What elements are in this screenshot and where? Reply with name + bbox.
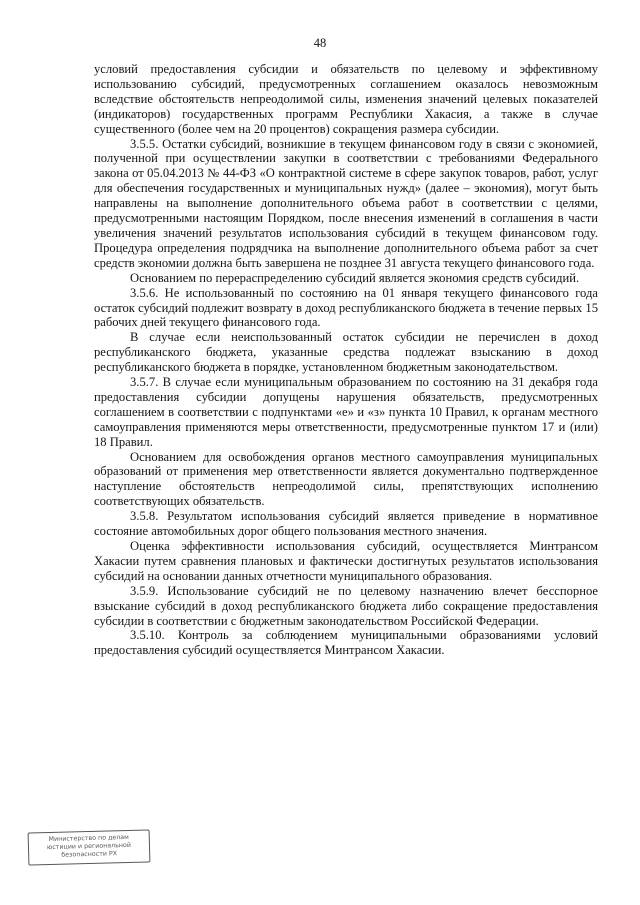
- page-number: 48: [313, 36, 327, 50]
- document-body: [94, 62, 598, 658]
- paragraph-3-5-8: 3.5.8. Результатом использования субсидий является приведение в нормативное состояние автомобильных дорог общего пользования местного значения.: [94, 509, 598, 539]
- stamp-line-3: безопасности РХ: [61, 850, 118, 860]
- registration-stamp: [28, 829, 151, 865]
- paragraph-recovery: В случае если неиспользованный остаток субсидии не перечислен в доход республиканского бюджета, указанные средства подлежат взысканию в доход республиканского бюджета в порядке, установленном бюджетным законодательством.: [94, 330, 598, 375]
- stamp-line-2: юстиции и региональной: [46, 842, 132, 852]
- paragraph-exemption-basis: Основанием для освобождения органов местного самоуправления муниципальных образований от применения мер ответственности является документально подтвержденное наступление обстоятельств непреодолимой силы, препятствующих исполнению соответствующих обязательств.: [94, 449, 598, 509]
- paragraph-3-5-5: 3.5.5. Остатки субсидий, возникшие в текущем финансовом году в связи с экономией, полученной при осуществлении закупки в соответствии с требованиями Федерального закона от 05.04.2013 № 44-ФЗ «О контрактной системе в сфере закупок товаров, работ, услуг для обеспечения государственных и муниципальных нужд» (далее – экономия), могут быть направлены на выполнение дополнительного объема работ в соответствии с целями, предусмотренными настоящим Порядком, после внесения изменений в соглашения в части увеличения значений результатов использования субсидий в текущем финансовом году. Процедура определения подрядчика на выполнение дополнительного объема работ за счет средств экономии должна быть завершена не позднее 31 августа текущего финансового года.: [94, 136, 598, 270]
- paragraph-efficiency-assessment: Оценка эффективности использования субсидий, осуществляется Минтрансом Хакасии путем сравнения плановых и фактически достигнутых результатов использования субсидий на основании данных отчетности муниципального образования.: [94, 539, 598, 583]
- paragraph-3-5-7: 3.5.7. В случае если муниципальным образованием по состоянию на 31 декабря года предоставления субсидии допущены нарушения обязательств, предусмотренных соглашением в соответствии с подпунктами «е» и «з» пункта 10 Правил, к органам местного самоуправления применяются меры ответственности, предусмотренные пунктом 17 и (или) 18 Правил.: [94, 375, 598, 449]
- paragraph-continuation: условий предоставления субсидии и обязательств по целевому и эффективному использованию субсидий, предусмотренных соглашением оказалось невозможным вследствие обстоятельств непреодолимой силы, изменения значений целевых показателей (индикаторов) государственных программ Республики Хакасия, а также в случае существенного (более чем на 20 процентов) сокращения размера субсидии.: [94, 62, 598, 136]
- paragraph-redistribution-basis: Основанием по перераспределению субсидий является экономия средств субсидий.: [130, 270, 580, 285]
- paragraph-3-5-9: 3.5.9. Использование субсидий не по целевому назначению влечет бесспорное взыскание субсидий в доход республиканского бюджета либо сокращение предоставления субсидии в соответствии с бюджетным законодательством Российской Федерации.: [94, 583, 598, 628]
- stamp-line-1: Министерство по делам: [48, 833, 129, 844]
- paragraph-3-5-10: 3.5.10. Контроль за соблюдением муниципальными образованиями условий предоставления субсидий осуществляется Минтрансом Хакасии.: [94, 628, 598, 658]
- paragraph-3-5-6: 3.5.6. Не использованный по состоянию на 01 января текущего финансового года остаток субсидий подлежит возврату в доход республиканского бюджета в течение первых 15 рабочих дней текущего финансового года.: [94, 285, 598, 330]
